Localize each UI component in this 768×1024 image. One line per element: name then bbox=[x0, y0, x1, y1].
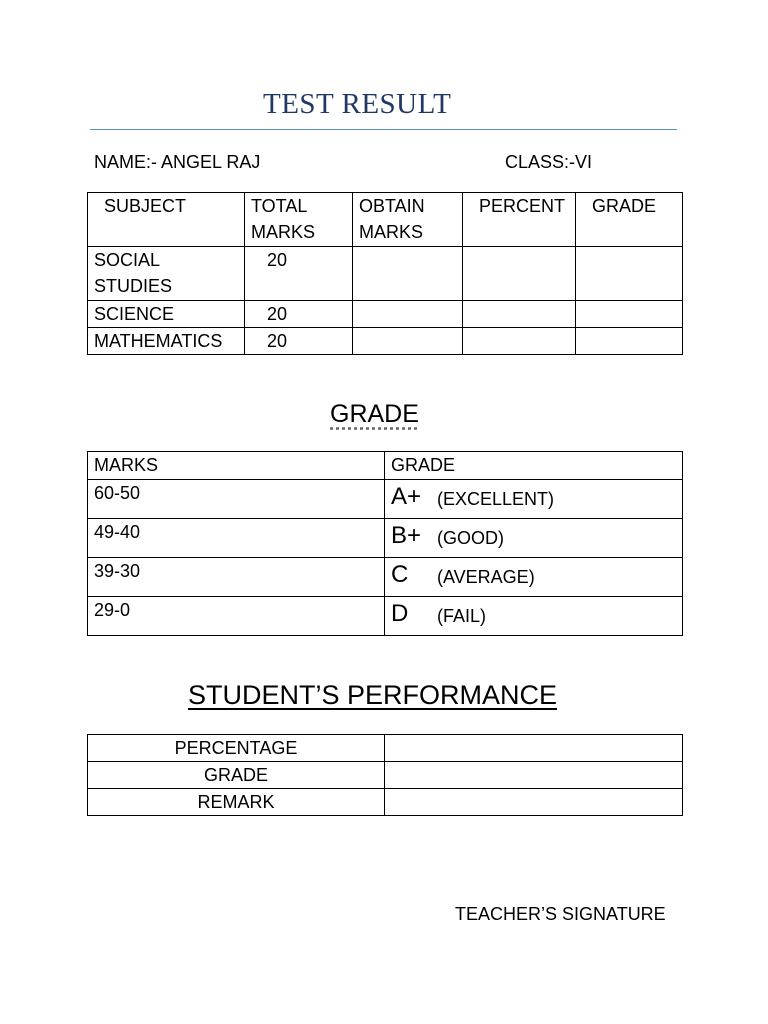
marks-range-cell: 39-30 bbox=[88, 558, 385, 597]
total-marks-cell: 20 bbox=[245, 247, 353, 301]
performance-section-title: STUDENT’S PERFORMANCE bbox=[188, 680, 558, 710]
header-total-marks: TOTAL MARKS bbox=[245, 193, 353, 247]
header-marks: MARKS bbox=[88, 452, 385, 480]
teacher-signature-label: TEACHER’S SIGNATURE bbox=[455, 904, 666, 924]
grade-letter-cell bbox=[385, 597, 683, 636]
header-obtain-marks: OBTAIN MARKS bbox=[353, 193, 463, 247]
grade-letter: D bbox=[391, 600, 409, 627]
grade-letter: C bbox=[391, 561, 409, 588]
subject-cell: SCIENCE bbox=[88, 301, 245, 328]
remark-value bbox=[385, 789, 683, 816]
grade-letter: B+ bbox=[391, 522, 422, 549]
title-rule bbox=[90, 129, 677, 130]
obtain-marks-cell bbox=[353, 328, 463, 355]
header-grade: GRADE bbox=[576, 193, 683, 247]
page-title: TEST RESULT bbox=[263, 88, 452, 120]
percent-cell bbox=[463, 328, 576, 355]
grade-letter: A+ bbox=[391, 483, 422, 510]
grade-table bbox=[87, 451, 683, 636]
table-row bbox=[88, 247, 683, 301]
header-percent: PERCENT bbox=[463, 193, 576, 247]
result-table bbox=[87, 192, 683, 355]
grade-label: GRADE bbox=[88, 762, 385, 789]
grade-cell bbox=[576, 247, 683, 301]
grade-section-title: GRADE bbox=[330, 400, 419, 428]
table-row bbox=[88, 519, 683, 558]
performance-table bbox=[87, 734, 683, 816]
marks-range-cell: 29-0 bbox=[88, 597, 385, 636]
obtain-marks-cell bbox=[353, 247, 463, 301]
grade-letter-cell bbox=[385, 480, 683, 519]
grade-cell bbox=[576, 328, 683, 355]
percentage-label: PERCENTAGE bbox=[88, 735, 385, 762]
percent-cell bbox=[463, 247, 576, 301]
remark-label: REMARK bbox=[88, 789, 385, 816]
subject-cell: SOCIAL STUDIES bbox=[88, 247, 245, 301]
obtain-marks-cell bbox=[353, 301, 463, 328]
total-marks-cell: 20 bbox=[245, 301, 353, 328]
grade-description: (EXCELLENT) bbox=[437, 489, 555, 509]
table-row bbox=[88, 480, 683, 519]
header-subject: SUBJECT bbox=[88, 193, 245, 247]
grade-letter-cell bbox=[385, 519, 683, 558]
table-row bbox=[88, 762, 683, 789]
table-row bbox=[88, 301, 683, 328]
percent-cell bbox=[463, 301, 576, 328]
marks-range-cell: 60-50 bbox=[88, 480, 385, 519]
student-name: NAME:- ANGEL RAJ bbox=[94, 152, 261, 172]
grade-description: (AVERAGE) bbox=[437, 567, 535, 587]
table-row bbox=[88, 789, 683, 816]
grade-description: (GOOD) bbox=[437, 528, 504, 548]
grade-value bbox=[385, 762, 683, 789]
table-row bbox=[88, 735, 683, 762]
grade-letter-cell bbox=[385, 558, 683, 597]
subject-cell: MATHEMATICS bbox=[88, 328, 245, 355]
grade-description: (FAIL) bbox=[437, 606, 487, 626]
header-grade: GRADE bbox=[385, 452, 683, 480]
grade-cell bbox=[576, 301, 683, 328]
percentage-value bbox=[385, 735, 683, 762]
student-class: CLASS:-VI bbox=[505, 152, 593, 172]
table-row bbox=[88, 597, 683, 636]
table-header-row bbox=[88, 452, 683, 480]
table-row bbox=[88, 328, 683, 355]
table-row bbox=[88, 558, 683, 597]
total-marks-cell: 20 bbox=[245, 328, 353, 355]
table-header-row bbox=[88, 193, 683, 247]
marks-range-cell: 49-40 bbox=[88, 519, 385, 558]
